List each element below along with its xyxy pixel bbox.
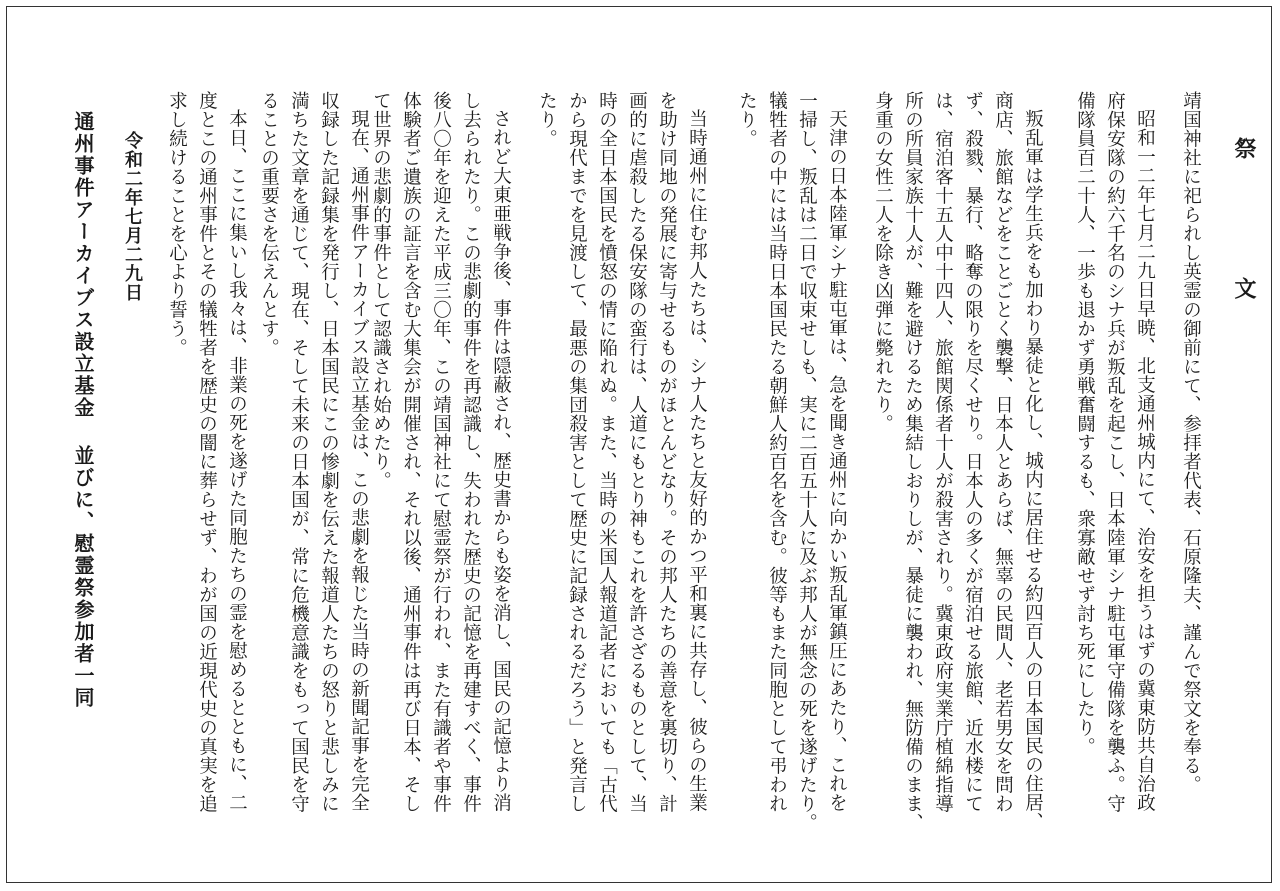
- text-line: ず、殺戮、暴行、略奪の限りを尽くせり。日本人の多くが宿泊せる旅館、近水楼にて: [962, 91, 984, 813]
- text-line: 画的に虐殺したる保安隊の蛮行は、人道にもとり神もこれを許さざるものとして、当: [626, 91, 648, 813]
- text-line: 天津の日本陸軍シナ駐屯軍は、急を聞き通州に向かい叛乱軍鎮圧にあたり、これを: [826, 109, 848, 812]
- text-line: を助け同地の発展に寄与せるものがほとんどなり。その邦人たちの善意を裏切り、計: [656, 91, 678, 813]
- document-page: [6, 6, 1272, 883]
- text-line: 備隊員百二十人、一歩も退かず勇戦奮闘するも、衆寡敵せず討ち死にしたり。: [1074, 91, 1096, 756]
- text-line: から現代までを見渡して、最悪の集団殺害として歴史に記録されるだろう」と発言し: [566, 91, 588, 813]
- document-signature: 通州事件アーカイブス設立基金 並びに、慰霊祭参加者一同: [71, 111, 95, 709]
- document-date: 令和二年七月二九日: [122, 131, 143, 302]
- text-line: 満ちた文章を通じて、現在、そして未来の日本国が、常に危機意識をもって国民を守: [288, 91, 310, 813]
- text-line: 叛乱軍は学生兵をも加わり暴徒と化し、城内に居住せる約四百人の日本国民の住居、: [1022, 109, 1044, 831]
- text-line: 当時通州に住む邦人たちは、シナ人たちと友好的かつ平和裏に共存し、彼らの生業: [686, 109, 708, 812]
- text-line: 犠牲者の中には当時日本国民たる朝鮮人約百名を含む。彼等もまた同胞として弔われ: [766, 91, 788, 813]
- text-line: 時の全日本国民を憤怒の情に陥れぬ。また、当時の米国人報道記者においても「古代: [596, 91, 618, 813]
- text-line: て世界の悲劇的事件として認識され始めたり。: [370, 91, 392, 490]
- text-line: 体験者ご遺族の証言を含む大集会が開催され、それ以後、通州事件は再び日本、そし: [400, 91, 422, 813]
- document-title: 祭 文: [1231, 137, 1257, 347]
- text-line: 昭和一二年七月二九日早暁、北支通州城内にて、治安を担うはずの冀東防共自治政: [1134, 109, 1156, 812]
- text-line: 靖国神社に祀られし英霊の御前にて、参拝者代表、石原隆夫、謹んで祭文を奉る。: [1180, 91, 1202, 794]
- text-line: 求し続けることを心より誓う。: [166, 91, 188, 357]
- text-line: 度とこの通州事件とその犠牲者を歴史の闇に葬らせず、わが国の近現代史の真実を追: [196, 91, 218, 813]
- text-line: たり。: [536, 91, 558, 148]
- text-line: し去られたり。この悲劇的事件を再認識し、失われた歴史の記憶を再建すべく、事件: [460, 91, 482, 813]
- text-line: 後八〇年を迎えた平成三〇年、この靖国神社にて慰霊祭が行われ、また有識者や事件: [430, 91, 452, 813]
- text-line: 本日、ここに集いし我々は、非業の死を遂げた同胞たちの霊を慰めるとともに、二: [226, 109, 248, 812]
- text-line: 一掃し、叛乱は二日で収束せしも、実に二百五十人に及ぶ邦人が無念の死を遂げたり。: [796, 91, 818, 832]
- text-line: 府保安隊の約六千名のシナ兵が叛乱を起こし、日本陸軍シナ駐屯軍守備隊を襲ふ。守: [1104, 91, 1126, 813]
- text-line: 収録した記録集を発行し、日本国民にこの惨劇を伝えた報道人たちの怒りと悲しみに: [318, 91, 340, 813]
- text-line: 現在、通州事件アーカイブス設立基金は、この悲劇を報じた当時の新聞記事を完全: [348, 109, 370, 812]
- text-line: たり。: [736, 91, 758, 148]
- text-line: されど大東亜戦争後、事件は隠蔽され、歴史書からも姿を消し、国民の記憶より消: [490, 109, 512, 812]
- text-line: は、宿泊客十五人中十四人、旅館関係者十人が殺害されり。冀東政府実業庁植綿指導: [932, 91, 954, 813]
- text-line: 身重の女性二人を除き凶弾に斃れたり。: [872, 91, 894, 433]
- text-line: ることの重要さを伝えんとす。: [258, 91, 280, 357]
- text-line: 商店、旅館などをことごとく襲撃、日本人とあらば、無辜の民間人、老若男女を問わ: [992, 91, 1014, 813]
- text-line: 所の所員家族十人が、難を避けるため集結しおりしが、暴徒に襲われ、無防備のまま、: [902, 91, 924, 832]
